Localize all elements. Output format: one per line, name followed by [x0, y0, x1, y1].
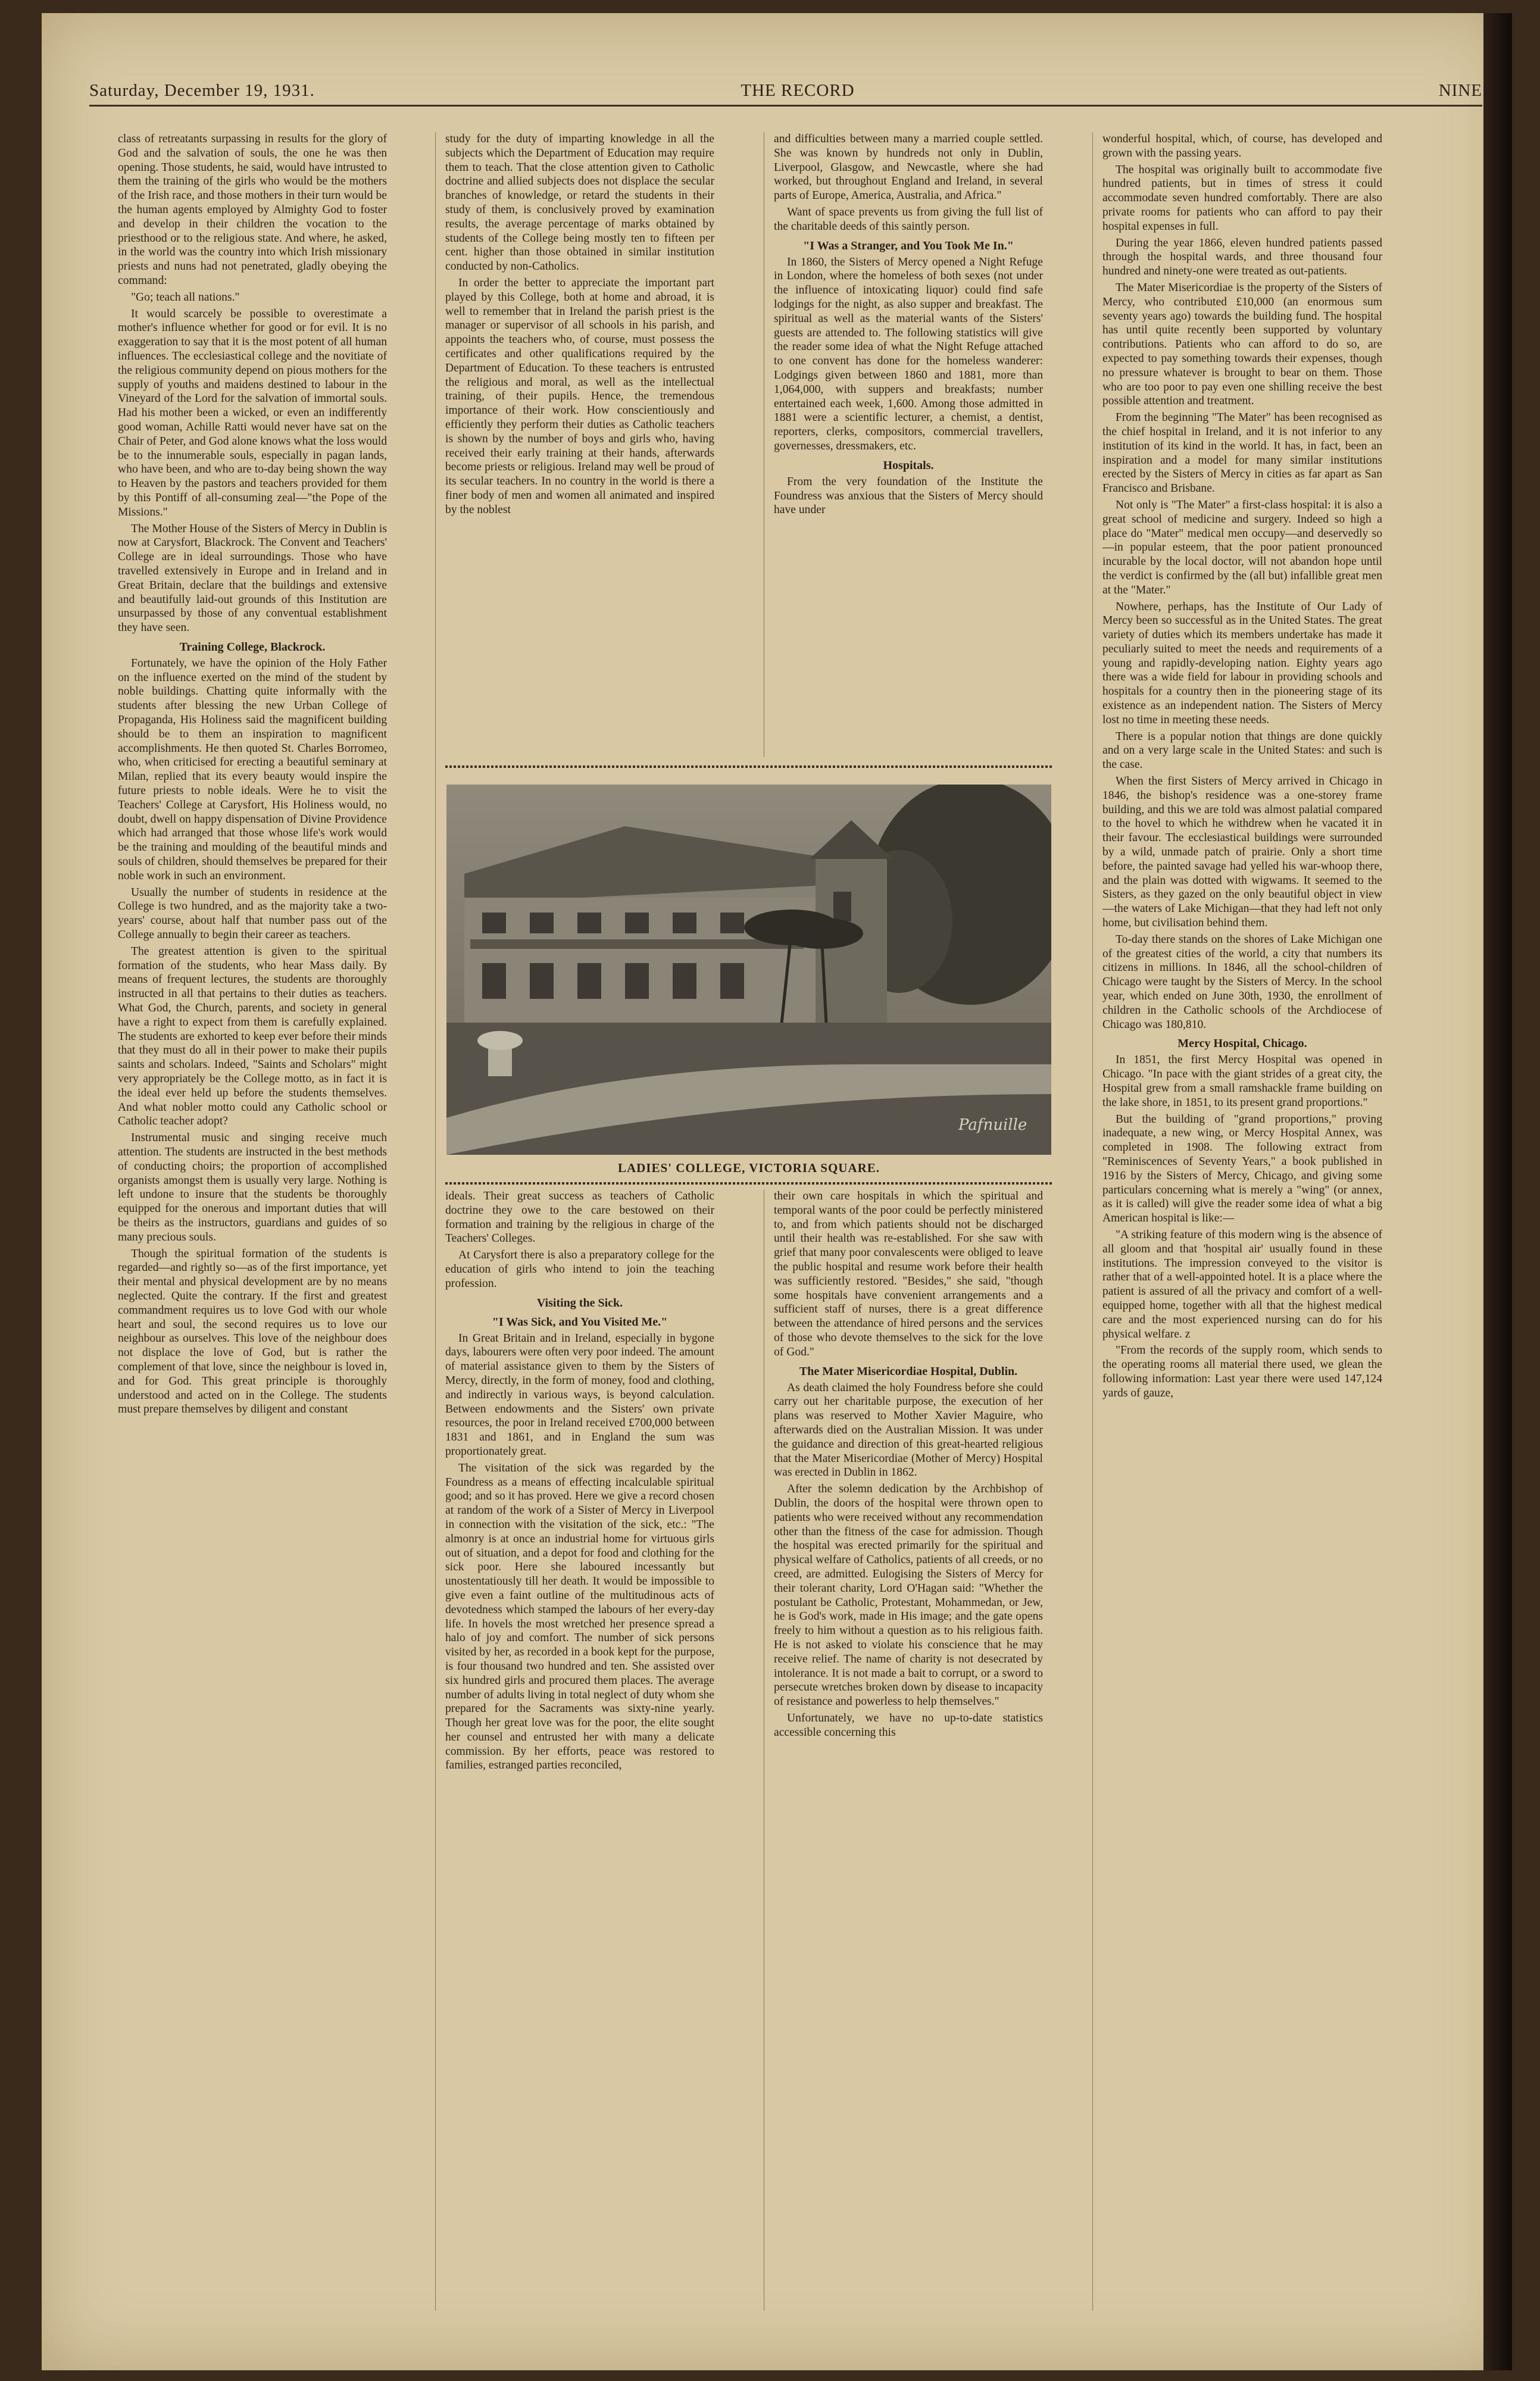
paragraph: The Mater Misericordiae is the property of the Sisters of Mercy, who contributed £10,000 (an enormous sum seventy years ago) towards the building fund. The hospital has until quite recently been supported by voluntary contributions. Patients who can afford to do so, are expected to pay something towards their expenses, though no pressure whatever is brought to bear on them. Those who are too poor to pay even one shilling receive the best possible attention and treatment. — [1102, 281, 1382, 408]
paragraph: When the first Sisters of Mercy arrived in Chicago in 1846, the bishop's residence was a one-storey frame building, and this we are told was almost palatial compared to the hovel to which he withdrew when he vacated it in their favour. The ecclesiastical buildings were surrounded by a wild, unmade patch of prairie. Only a short time before, the painted savage had yelled his war-whoop there, and the plain was dotted with wigwams. It seemed to the Sisters, as they gazed on the only beautiful object in view—the waters of Lake Michigan—that they had left not only home, but civilisation behind them. — [1102, 775, 1382, 930]
paragraph: The hospital was originally built to accommodate five hundred patients, but in times of stress it could accommodate seven hundred comfortably. There are also private rooms for patients who can afford to pay their hospital expenses in full. — [1102, 163, 1382, 233]
column-divider — [1092, 132, 1093, 2311]
paragraph: wonderful hospital, which, of course, has developed and grown with the passing years. — [1102, 133, 1382, 160]
paragraph: In 1860, the Sisters of Mercy opened a Night Refuge in London, where the homeless of both sexes (not under the influence of intoxicating liquor) could find safe lodgings for the night, as also supper and breakfast. The spiritual as well as the material wants of the Sisters' guests are attended to. The following statistics will give the reader some idea of what the Night Refuge attached to one convent has done for the homeless wanderer: Lodgings given between 1860 and 1881, more than 1,064,000, with suppers and breakfasts; number entertained each week, 1,600. Among those admitted in 1881 were a scientific lecturer, a chemist, a dentist, reporters, clerks, compositors, commercial travellers, governesses, dressmakers, etc. — [774, 255, 1043, 452]
paragraph: Though the spiritual formation of the students is regarded—and rightly so—as of the first importance, yet their mental and physical development are by no means neglected. Quite the contrary. If the first and greatest commandment requires us to love God with our whole heart and soul, the second requires us to love our neighbour as ourselves. This love of the neighbour does not displace the love of God, but is rather the complement of that love, since the neighbour is loved in, and for God. This great principle is thoroughly understood and acted on in the College. The students must prepare themselves by diligent and constant — [118, 1247, 387, 1416]
column-2-bottom — [445, 1189, 714, 2311]
paragraph: and difficulties between many a married couple settled. She was known by hundreds not only in Dublin, Liverpool, Glasgow, and Newcastle, where she had worked, but throughout England and Ireland, in several parts of Europe, America, Australia, and Africa." — [774, 133, 1043, 202]
paragraph: Instrumental music and singing receive much attention. The students are instructed in the best methods of conducting choirs; the proportion of accomplished organists amongst them is usually very large. Nothing is left undone to insure that the students be thoroughly equipped for the onerous and important duties that will be theirs as the instructors, guardians and guides of so many precious souls. — [118, 1132, 387, 1243]
paragraph: Usually the number of students in residence at the College is two hundred, and as the majority take a two-years' course, about half that number pass out of the College annually to begin their career as teachers. — [118, 886, 387, 942]
column-4 — [1102, 132, 1382, 2311]
binding-spine — [1483, 13, 1512, 2370]
photographer-signature: Pafnuille — [958, 1116, 1027, 1134]
section-heading: "I Was a Stranger, and You Took Me In." — [803, 239, 1014, 252]
paragraph: From the beginning "The Mater" has been recognised as the chief hospital in Ireland, and it is not inferior to any institution of its kind in the world. It has, in fact, been an inspiration and a model for many similar institutions erected by the Sisters of Mercy in cities as far apart as San Francisco and Brisbane. — [1102, 411, 1382, 495]
paragraph: study for the duty of imparting knowledge in all the subjects which the Department of Education may require them to teach. That the close attention given to Catholic doctrine and allied subjects does not displace the secular branches of knowledge, or retard the students in their study of them, is conclusively proved by examination results, the average percentage of marks obtained by students of the College being mostly ten to fifteen per cent. higher than those obtained in similar institution conducted by non-Catholics. — [445, 133, 714, 273]
issue-date: Saturday, December 19, 1931. — [89, 81, 315, 100]
paragraph: It would scarcely be possible to overestimate a mother's influence whether for good or for evil. It is no exaggeration to say that it is the most potent of all human influences. The ecclesiastical college and the novitiate of the religious community depend on pious mothers for the supply of youths and maidens destined to labour in the Vineyard of the Lord for the salvation of immortal souls. Had his mother been a wicked, or even an indifferently good woman, Achille Ratti would never have sat on the Chair of Peter, and God alone knows what the loss would be to the innumerable souls, especially in pagan lands, who have been, and who are to-day being shown the way to Heaven by the pastors and teachers provided for them by this Pontiff of all-consuming zeal—"the Pope of the Missions." — [118, 307, 387, 518]
paragraph: After the solemn dedication by the Archbishop of Dublin, the doors of the hospital were thrown open to patients who were received without any recommendation other than the fitness of the case for admission. Though the hospital was erected primarily for the spiritual and physical welfare of Catholics, patients of all creeds, or no creed, are admitted. Eulogising the Sisters of Mercy for their tolerant charity, Lord O'Hagan said: "Whether the postulant be Catholic, Protestant, Mohammedan, or Jew, he is God's work, made in His image; and the gate opens freely to him without a question as to his religious faith. He is not asked to violate his conscience that he may receive relief. The name of charity is not desecrated by intolerance. It is not made a bait to corrupt, or a sword to persecute wretches broken down by disease to incapacity of resistance and powerless to help themselves." — [774, 1483, 1043, 1708]
paragraph: In order the better to appreciate the important part played by this College, both at home and abroad, it is well to remember that in Ireland the parish priest is the manager or supervisor of all schools in his parish, and appoints the teachers who, of course, must possess the certificates and other qualifications required by the Department of Education. To these teachers is entrusted the religious and moral, as well as the intellectual training, of their pupils. Hence, the tremendous importance of their work. How conscientiously and efficiently they perform their duties as Catholic teachers is shown by the number of boys and girls who, having received their early training at their hands, afterwards become priests or religious. Ireland may well be proud of its secular teachers. In no country in the world is there a finer body of men and women all animated and inspired by the noblest — [445, 276, 714, 516]
photo-caption: LADIES' COLLEGE, VICTORIA SQUARE. — [617, 1161, 880, 1175]
paragraph: There is a popular notion that things are done quickly and on a very large scale in the United States: and such is the case. — [1102, 730, 1382, 771]
paragraph: In 1851, the first Mercy Hospital was opened in Chicago. "In pace with the giant strides of a great city, the Hospital grew from a small ramshackle frame building on the lake shore, in 1851, to its present grand proportions." — [1102, 1054, 1382, 1109]
section-heading: Visiting the Sick. — [536, 1296, 623, 1310]
paragraph: their own care hospitals in which the spiritual and temporal wants of the poor could be perfectly ministered to, and from which patients should not be discharged until their health was re-established. For she saw with grief that many poor convalescents were obliged to leave the public hospital and resume work before their health was sufficiently restored. "Besides," she said, "though some hospitals have convenient arrangements and a sufficient staff of nurses, there is a great difference between the attendance of hired persons and the services of those who devote themselves to the sick for the love of God." — [774, 1190, 1043, 1358]
paragraph: ideals. Their great success as teachers of Catholic doctrine they owe to the care bestowed on their formation and training by the religious in charge of the Teachers' Colleges. — [445, 1190, 714, 1245]
newspaper-title: THE RECORD — [741, 81, 855, 100]
paragraph: During the year 1866, eleven hundred patients passed through the hospital wards, and three thousand four hundred and ninety-one were treated as out-patients. — [1102, 236, 1382, 278]
paragraph: Nowhere, perhaps, has the Institute of Our Lady of Mercy been so successful as in the United States. The great variety of duties which its members undertake has made it peculiarly suited to meet the needs and requirements of a young and rapidly-developing nation. Eighty years ago there was a wide field for labour in providing schools and hospitals for a country then in the pioneering stage of its existence as an independent nation. The Sisters of Mercy lost no time in meeting these needs. — [1102, 600, 1382, 726]
paragraph: The greatest attention is given to the spiritual formation of the students, who hear Mass daily. By means of frequent lectures, the students are thoroughly instructed in all that pertains to their duties as teachers. What God, the Church, parents, and society in general have a right to expect from them is carefully explained. The students are exhorted to keep ever before their minds that they must do all in their power to make their pupils saints and scholars. Indeed, "Saints and Scholars" might very appropriately be the College motto, as in fact it is the ideal ever held up before the students themselves. And what nobler motto could any Catholic school or Catholic teacher adopt? — [118, 945, 387, 1128]
paragraph: The visitation of the sick was regarded by the Foundress as a means of effecting incalculable spiritual good; and so it has proved. Here we give a record chosen at random of the work of a Sister of Mercy in Liverpool in connection with the visitation of the sick, etc.: "The almonry is at once an industrial home for virtuous girls out of situation, and a depot for food and clothing for the sick poor. Here she laboured incessantly but unostentatiously till her death. It would be impossible to give even a faint outline of the multitudinous acts of devotedness which stamped the labours of her every-day life. In hovels the most wretched her presence spread a halo of joy and comfort. The number of sick persons visited by her, as recorded in a book kept for the purpose, is four thousand two hundred and ten. She assisted over six hundred girls and procured them places. The average number of adults living in total neglect of duty whom she prepared for the Sacraments was sixty-nine yearly. Though her great love was for the poor, the elite sought her counsel and entrusted her with many a delicate commission. By her efforts, peace was restored to families, estranged parties reconciled, — [445, 1461, 714, 1772]
paragraph: Unfortunately, we have no up-to-date statistics accessible concerning this — [774, 1711, 1043, 1739]
photo-border-bottom — [445, 1182, 1052, 1185]
college-photograph — [446, 785, 1051, 1155]
paragraph: From the very foundation of the Institute the Foundress was anxious that the Sisters of Mercy should have under — [774, 475, 1043, 517]
paragraph: Want of space prevents us from giving the full list of the charitable deeds of this saintly person. — [774, 205, 1043, 233]
section-heading: Mercy Hospital, Chicago. — [1177, 1037, 1307, 1051]
paragraph: Fortunately, we have the opinion of the Holy Father on the influence exerted on the mind of the student by noble buildings. Chatting quite informally with the students after blessing the new Urban College of Propaganda, His Holiness said the magnificent building should be to them an inspiration to magnificent accomplishments. He then quoted St. Charles Borromeo, who, when criticised for erecting a beautiful seminary at Milan, replied that its every beauty would inspire the future priests to noble ideals. Were he to visit the Teachers' College at Carysfort, His Holiness would, no doubt, dwell on happy dispensation of Divine Providence which had arranged that those whose life's work would be the training and moulding of the beautiful minds and souls of children, should themselves be prepared for their noble work in such an environment. — [118, 657, 387, 882]
column-3-bottom — [774, 1189, 1043, 2311]
paragraph: class of retreatants surpassing in results for the glory of God and the salvation of souls, the one he was then opening. Those students, he said, would have intrusted to them the training of the girls who would be the mothers of the Irish race, and those mothers in their turn would be the human agents employed by Almighty God to foster and develop in their children the vocation to the priesthood or to the religious state. And where, he asked, in the world was the country into which Irish missionary priests and nuns had not penetrated, gladly obeying the command: — [118, 133, 387, 287]
building-illustration — [446, 785, 1051, 1155]
column-1 — [118, 132, 387, 2311]
paragraph: As death claimed the holy Foundress before she could carry out her charitable purpose, the execution of her plans was reserved to Mother Xavier Maguire, who afterwards died on the Australian Mission. It was under the guidance and direction of this great-hearted religious that the Mater Misericordiae (Mother of Mercy) Hospital was erected in Dublin in 1862. — [774, 1381, 1043, 1479]
section-heading: Hospitals. — [883, 458, 934, 472]
section-heading: "I Was Sick, and You Visited Me." — [492, 1315, 668, 1329]
paragraph: The Mother House of the Sisters of Mercy in Dublin is now at Carysfort, Blackrock. The Convent and Teachers' College are in ideal surroundings. Those who have travelled extensively in Europe and in Ireland and in Great Britain, declare that the buildings and extensive and beautifully laid-out grounds of this Institution are unsurpassed by those of any conventual establishment they have seen. — [118, 522, 387, 635]
paragraph: Not only is "The Mater" a first-class hospital: it is also a great school of medicine and surgery. Indeed so high a place do "Mater" medical men occupy—and deservedly so—in popular esteem, that the poor patient pronounced incurable by the local doctor, will not abandon hope until the verdict is confirmed by the (all but) infallible great men at the "Mater." — [1102, 498, 1382, 596]
column-3-top — [774, 132, 1043, 751]
section-heading: The Mater Misericordiae Hospital, Dublin. — [799, 1364, 1018, 1378]
column-2-top — [445, 132, 714, 751]
paragraph: In Great Britain and in Ireland, especially in bygone days, labourers were often very poor indeed. The amount of material assistance given to them by the Sisters of Mercy, directly, in the form of money, food and clothing, and indirectly in various ways, is beyond calculation. Between endowments and the Sisters' own private resources, the poor in Ireland received £700,000 between 1831 and 1861, and in England the sum was proportionately great. — [445, 1332, 714, 1458]
paragraph: But the building of "grand proportions," proving inadequate, a new wing, or Mercy Hospital Annex, was completed in 1908. The following extract from "Reminiscences of Seventy Years," a book published in 1916 by the Sisters of Mercy, Chicago, and giving some particulars concerning what is merely a "wing" (or annex, as it is called) will give the reader some idea of what a big American hospital is like:— — [1102, 1113, 1382, 1225]
page-number: NINE — [1438, 81, 1482, 100]
masthead — [89, 70, 1506, 106]
paragraph: At Carysfort there is also a preparatory college for the education of girls who intend to join the teaching profession. — [445, 1249, 714, 1290]
column-divider — [435, 132, 436, 2311]
section-heading: Training College, Blackrock. — [179, 640, 326, 654]
masthead-rule — [89, 105, 1482, 107]
paragraph: "A striking feature of this modern wing is the absence of all gloom and that 'hospital air' usually found in these institutions. The impression conveyed to the visitor is rather that of a well-appointed hotel. It is a place where the patient is assured of all the privacy and comfort of a well-equipped home, together with all that the highest medical care and the most experienced nursing can do for his physical welfare. z — [1102, 1228, 1382, 1341]
paragraph: "Go; teach all nations." — [131, 290, 240, 304]
photo-border-top — [445, 765, 1052, 768]
paragraph: To-day there stands on the shores of Lake Michigan one of the greatest cities of the world, a city that numbers its citizens in millions. In 1846, all the school-children of Chicago were taught by the Sisters of Mercy. In the school year, which ended on June 30th, 1930, the enrollment of children in the Catholic schools of the Archdiocese of Chicago was 180,810. — [1102, 933, 1382, 1031]
paragraph: "From the records of the supply room, which sends to the operating rooms all material there used, we glean the following information: Last year there were used 147,124 yards of gauze, — [1102, 1344, 1382, 1399]
